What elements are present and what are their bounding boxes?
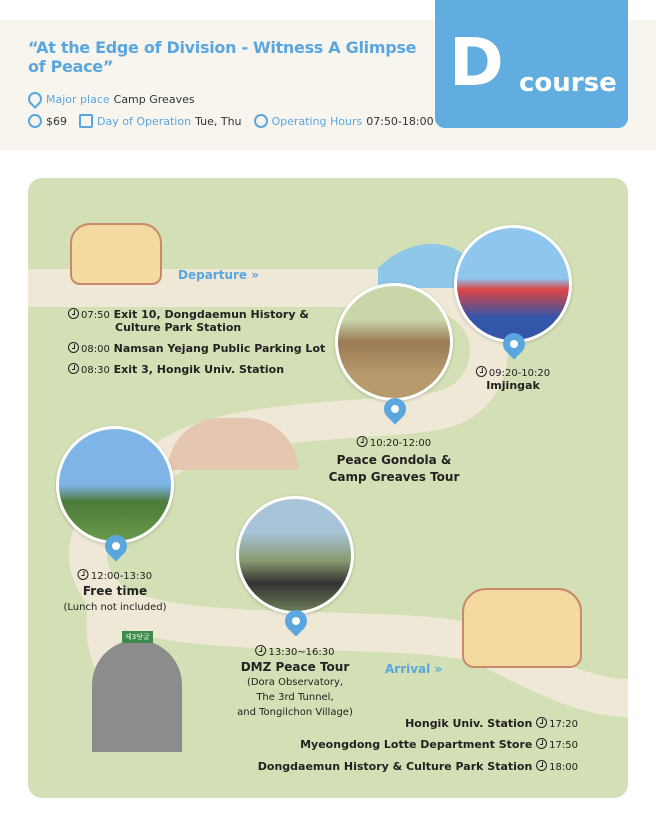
departure-label: Departure » [178, 268, 259, 282]
arrival-item: Myeongdong Lotte Department Store 17:50 [300, 738, 578, 751]
clock-icon [68, 342, 79, 353]
course-badge: D course [435, 0, 628, 128]
stop-free-time: 12:00-13:30 Free time (Lunch not included) [63, 571, 167, 613]
page-title: “At the Edge of Division - Witness A Glimpse of Peace” [28, 38, 417, 76]
won-icon [28, 114, 42, 128]
location-pin-icon [25, 89, 45, 109]
arrival-item: Hongik Univ. Station 17:20 [405, 717, 578, 730]
tunnel-illustration [92, 640, 182, 752]
arrival-item: Dongdaemun History & Culture Park Station 18:00 [257, 760, 578, 773]
departure-item: 08:00 Namsan Yejang Public Parking Lot [68, 342, 325, 355]
route-map [28, 178, 628, 798]
stop-camp-greaves: 10:20-12:00 Peace Gondola & Camp Greaves Tour [328, 438, 460, 484]
departure-item: 08:30 Exit 3, Hongik Univ. Station [68, 363, 284, 376]
alarm-clock-icon [254, 114, 268, 128]
clock-icon [68, 363, 79, 374]
bus-illustration [70, 223, 162, 285]
gondola-photo [56, 426, 174, 544]
tunnel-sign: 제3땅굴 [122, 631, 153, 643]
imjingak-photo [454, 225, 572, 343]
bus-illustration [462, 588, 582, 668]
stop-dmz: 13:30~16:30 DMZ Peace Tour (Dora Observatory, The 3rd Tunnel, and Tongilchon Village) [237, 647, 353, 718]
stop-imjingak: 09:20-10:20 Imjingak [476, 366, 550, 392]
major-place: Major place Camp Greaves [28, 92, 195, 106]
calendar-icon [79, 114, 93, 128]
dmz-observatory-photo [236, 496, 354, 614]
tour-info: $69 Day of Operation Tue, Thu Operating Hours 07:50-18:00 [28, 114, 434, 128]
departure-item: 07:50 Exit 10, Dongdaemun History & Culture Park Station [68, 308, 309, 334]
camp-greaves-photo [335, 283, 453, 401]
arrival-label: Arrival » [385, 662, 443, 676]
clock-icon [68, 308, 79, 319]
